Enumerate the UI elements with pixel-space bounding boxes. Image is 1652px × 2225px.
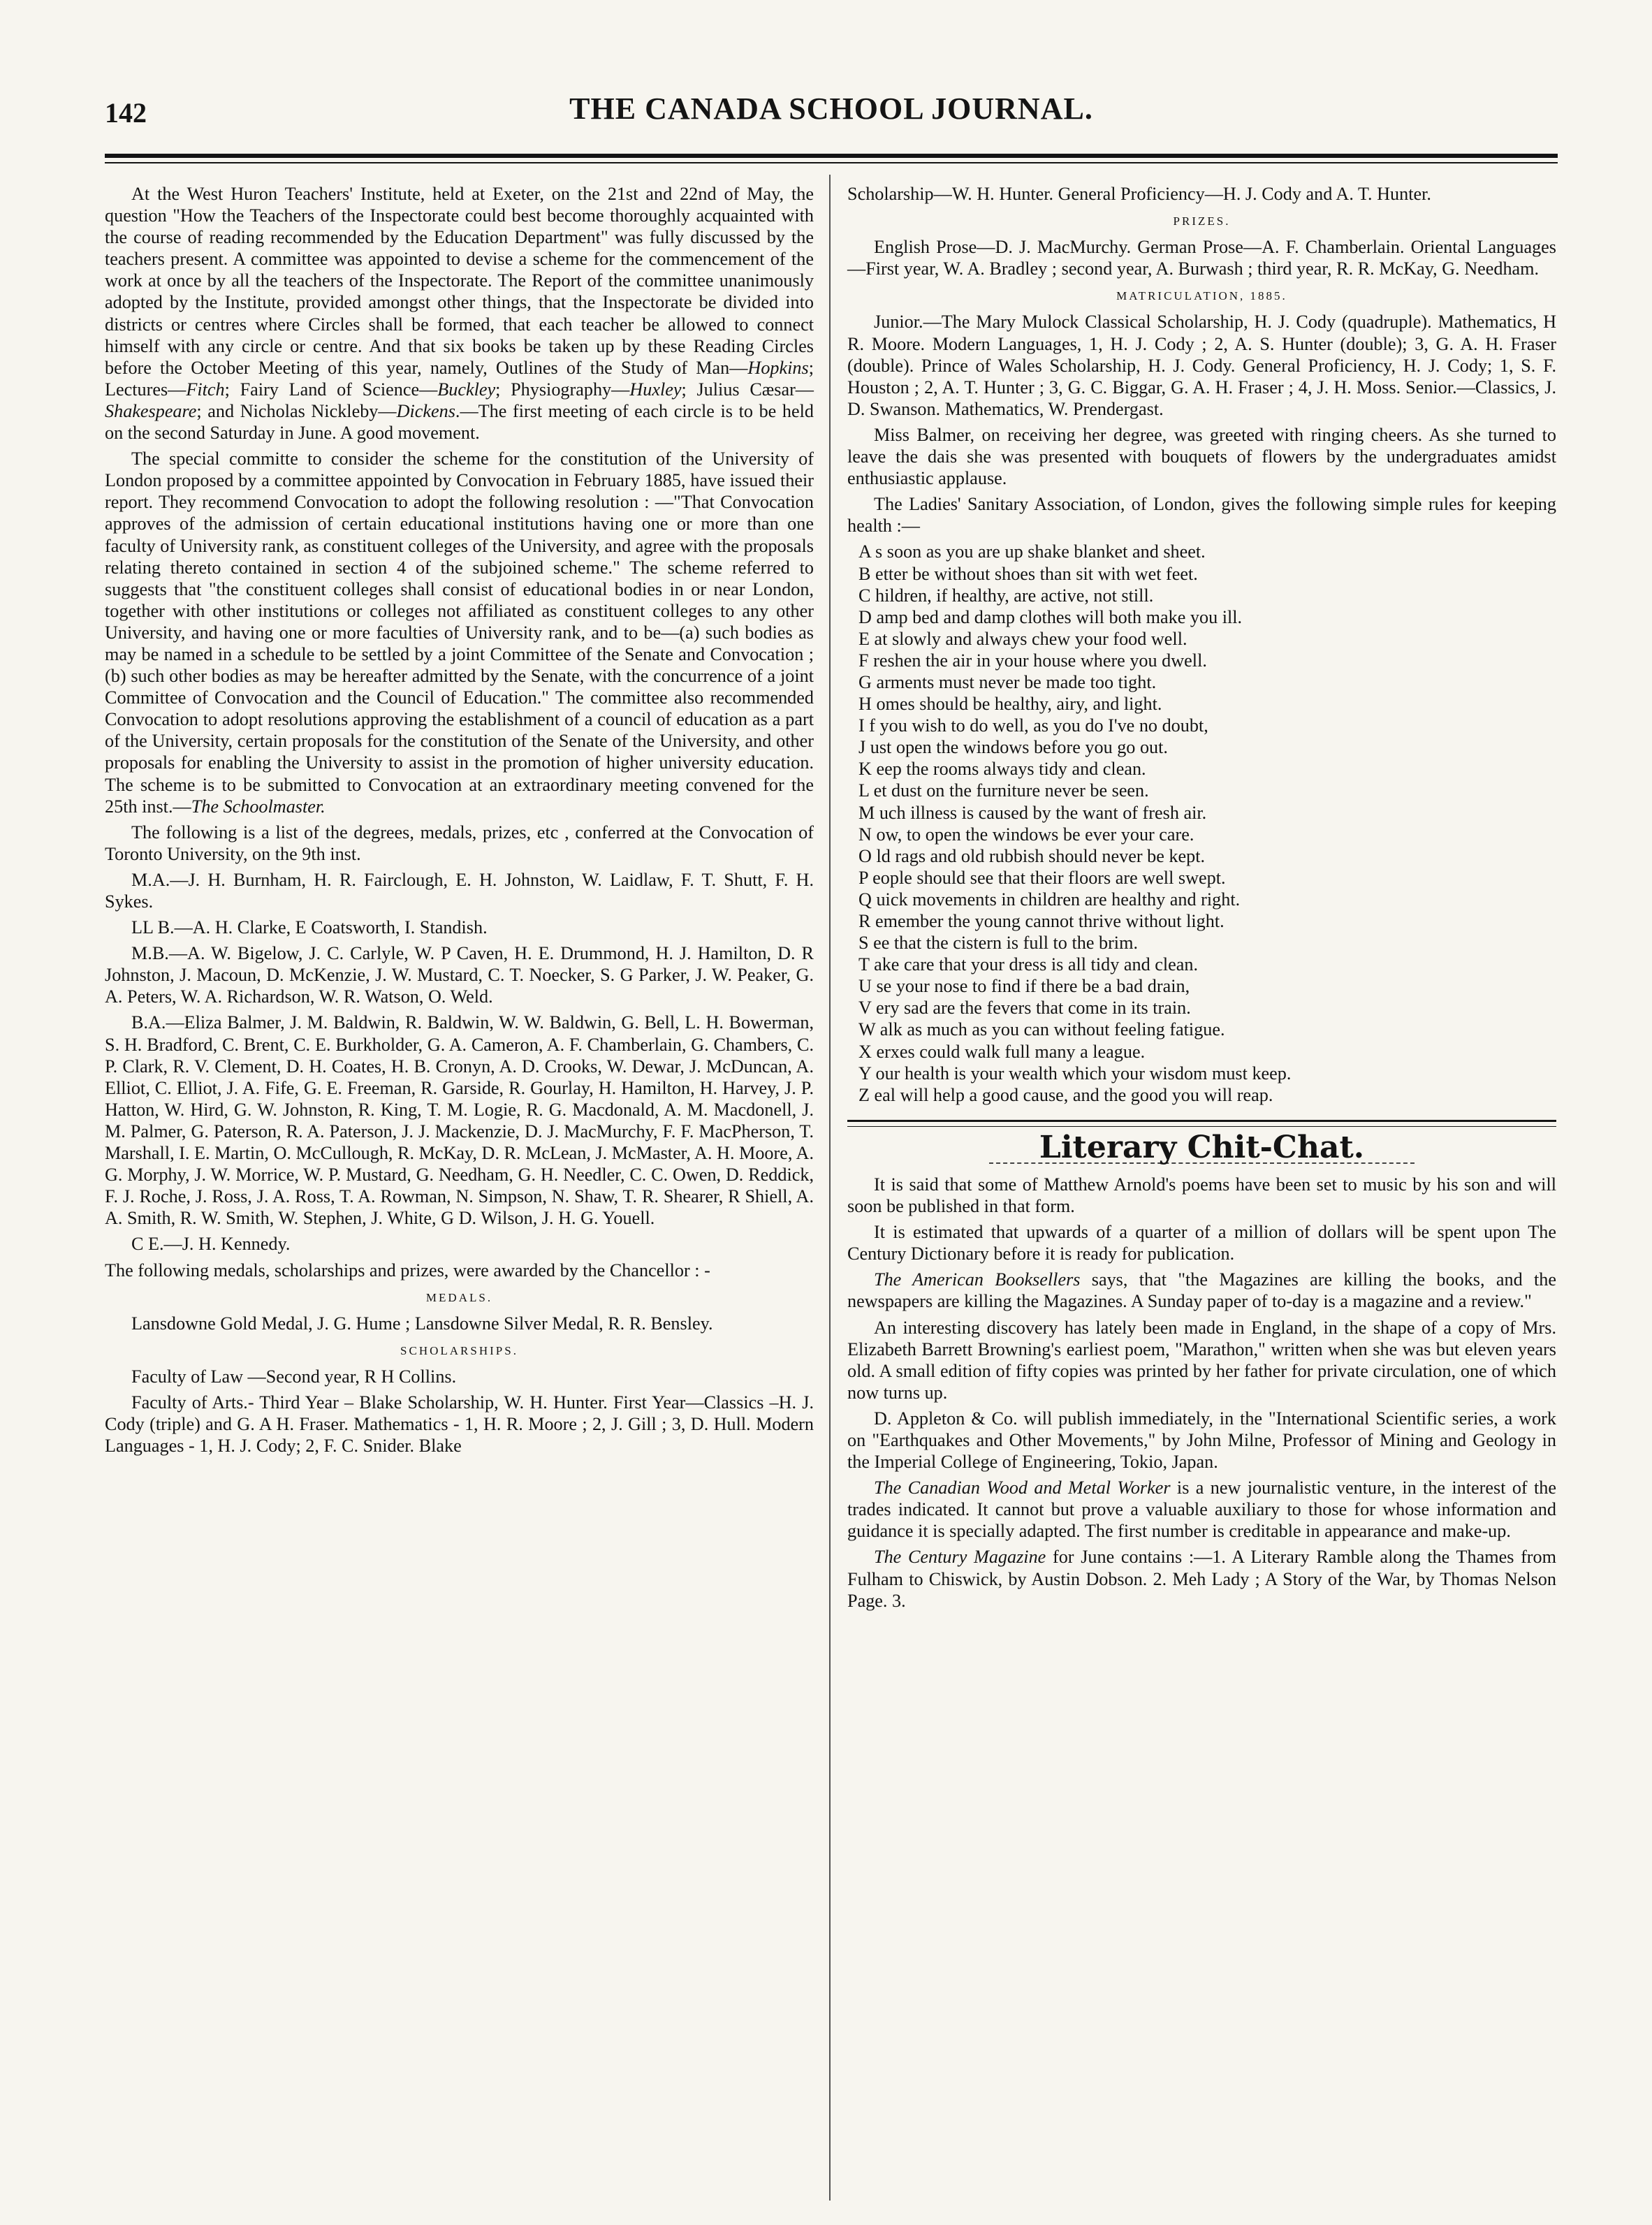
matriculation-heading: MATRICULATION, 1885. [1116, 289, 1287, 303]
scholarship-continued: Scholarship—W. H. Hunter. General Proficiency—H. J. Cody and A. T. Hunter. [847, 184, 1431, 204]
degrees-intro-paragraph: The following is a list of the degrees, medals, prizes, etc , conferred at the Convocation of Toronto University, on the 9th inst. [105, 822, 814, 864]
header-rule-thin [105, 162, 1558, 163]
health-rule: Z eal will help a good cause, and the good you will reap. [858, 1084, 1273, 1105]
awards-intro: The following medals, scholarships and prizes, were awarded by the Chancellor : - [105, 1260, 710, 1281]
law-scholarship: Faculty of Law —Second year, R H Collins. [131, 1366, 457, 1387]
running-title: THE CANADA SCHOOL JOURNAL. [569, 92, 1093, 126]
prizes-list: English Prose—D. J. MacMurchy. German Prose—A. F. Chamberlain. Oriental Languages—First year, W. A. Bradley ; second year, A. Burwash ; third year, R. R. McKay, G. Needham. [847, 237, 1556, 279]
sanitary-intro: The Ladies' Sanitary Association, of London, gives the following simple rules for keeping health :— [847, 494, 1556, 537]
health-rule: F reshen the air in your house where you dwell. [858, 650, 1207, 671]
health-rule: P eople should see that their floors are well swept. [858, 867, 1226, 888]
health-rule: A s soon as you are up shake blanket and sheet. [858, 541, 1206, 562]
health-rule: C hildren, if healthy, are active, not still. [858, 585, 1154, 606]
health-rule: K eep the rooms always tidy and clean. [858, 759, 1146, 780]
health-rule: R emember the young cannot thrive without light. [858, 911, 1225, 931]
page-number: 142 [105, 97, 147, 129]
prizes-heading: PRIZES. [1173, 214, 1231, 228]
health-rule: X erxes could walk full many a league. [858, 1041, 1146, 1062]
health-rule: O ld rags and old rubbish should never be kept. [858, 845, 1206, 866]
ce-list: C E.—J. H. Kennedy. [131, 1234, 291, 1255]
health-rule: V ery sad are the fevers that come in its train. [858, 998, 1191, 1019]
health-rule: E at slowly and always chew your food well. [858, 628, 1187, 649]
london-university-paragraph: The special committe to consider the scheme for the constitution of the University of London proposed by a committee appointed by Convocation in February 1885, have issued their report. They recommend Convocation to adopt the following resolution : —"That Convocation approves of the admission of certain educational institutions having one or more than one faculty of University rank, as constituent colleges of the University, and agree with the proposals relating thereto contained in section 4 of the subjoined scheme." The scheme referred to suggests that "the constituent colleges shall consist of educational bodies in or near London, together with other institutions or colleges not affiliated as constituent colleges to any other University, and having one or more faculties of University rank, and to be—(a) such bodies as may be named in a schedule to be settled by a joint Committee of the Senate and Convocation ; (b) such other bodies as may be hereafter admitted by the Senate, with the concurrence of a joint Committee of Convocation and the Council of Education." The committee also recommended Convocation to adopt resolutions approving the establishment of a council of education as a part of the University, certain proposals for the constitution of the Senate of the University, and other proposals for enabling the University to assist in the promotion of higher university education. The scheme is to be submitted to Convocation at an extraordinary meeting convened for the 25th inst.—The Schoolmaster. [105, 448, 814, 817]
institute-paragraph: At the West Huron Teachers' Institute, held at Exeter, on the 21st and 22nd of May, the question "How the Teachers of the Inspectorate could best become thoroughly acquainted with the course of reading recommended by the Education Department" was fully discussed by the teachers present. A committee was appointed to devise a scheme for the commencement of the work at once by all the teachers of the Inspectorate. The Report of the committee unanimously adopted by the Institute, provided amongst other things, that the Inspectorate be divided into districts or centres where Circles shall be formed, that each teacher be allowed to connect himself with any circle or centre. And that six books be taken up by these Reading Circles before the October Meeting of this year, namely, Outlines of the Study of Man—Hopkins; Lectures—Fitch; Fairy Land of Science—Buckley; Physiography—Huxley; Julius Cæsar—Shakespeare; and Nicholas Nickleby—Dickens.—The first meeting of each circle is to be held on the second Saturday in June. A good movement. [105, 184, 814, 444]
health-rule: G arments must never be made too tight. [858, 671, 1157, 692]
mb-list: M.B.—A. W. Bigelow, J. C. Carlyle, W. P Caven, H. E. Drummond, H. J. Hamilton, D. R Johnston, J. Macoun, D. McKenzie, J. W. Mustard, C. T. Noecker, S. G Parker, J. W. Peaker, G. A. Peters, W. A. Richardson, W. R. Watson, O. Weld. [105, 943, 814, 1007]
health-rules-list [847, 541, 1556, 1105]
arts-scholarships: Faculty of Arts.- Third Year – Blake Scholarship, W. H. Hunter. First Year—Classics –H. J. Cody (triple) and G. A H. Fraser. Mathematics - 1, H. R. Moore ; 2, J. Gill ; 3, D. Hull. Modern Languages - 1, H. J. Cody; 2, F. C. Snider. Blake [105, 1392, 814, 1457]
column-divider [829, 175, 831, 2201]
health-rule: H omes should be healthy, airy, and light. [858, 694, 1162, 715]
health-rule: D amp bed and damp clothes will both make you ill. [858, 606, 1243, 627]
chitchat-american-booksellers: The American Booksellers says, that "the Magazines are killing the books, and the newspapers are killing the Magazines. A Sunday paper of to-day is a magazine and a review." [847, 1269, 1556, 1312]
right-column [847, 183, 1556, 1616]
section-title: Literary Chit-Chat. [1039, 1129, 1365, 1165]
llb-list: LL B.—A. H. Clarke, E Coatsworth, I. Standish. [131, 917, 488, 938]
page-header [105, 91, 1558, 140]
health-rule: T ake care that your dress is all tidy and clean. [858, 954, 1198, 975]
chitchat-arnold: It is said that some of Matthew Arnold's poems have been set to music by his son and will soon be published in that form. [847, 1174, 1556, 1217]
matriculation-list: Junior.—The Mary Mulock Classical Scholarship, H. J. Cody (quadruple). Mathematics, H R. Moore. Modern Languages, 1, H. J. Cody ; 2, A. S. Hunter (double); 3, G. A. H. Fraser (double). Prince of Wales Scholarship, H. J. Cody. General Proficiency, H. J. Cody; 1, S. F. Houston ; 2, A. T. Hunter ; 3, G. C. Biggar, G. A. H. Fraser ; 4, J. H. Moss. Senior.—Classics, J. D. Swanson. Mathematics, W. Prendergast. [847, 312, 1556, 419]
ma-list: M.A.—J. H. Burnham, H. R. Fairclough, E. H. Johnston, W. Laidlaw, F. T. Shutt, F. H. Sykes. [105, 869, 814, 912]
chitchat-century-dictionary: It is estimated that upwards of a quarter of a million of dollars will be spent upon The Century Dictionary before it is ready for publication. [847, 1222, 1556, 1264]
health-rule: W alk as much as you can without feeling fatigue. [858, 1019, 1225, 1040]
ba-list: B.A.—Eliza Balmer, J. M. Baldwin, R. Baldwin, W. W. Baldwin, G. Bell, L. H. Bowerman, S. H. Bradford, C. Brent, C. E. Burkholder, G. A. Cameron, A. F. Chamberlain, G. Chambers, C. P. Clark, R. V. Clement, D. H. Coates, H. B. Cronyn, A. D. Crooks, W. Dewar, J. McDuncan, A. Elliot, C. Elliot, J. A. Fife, G. E. Freeman, R. Garside, R. Gourlay, H. Hamilton, H. Harvey, J. P. Hatton, W. Hird, G. W. Johnston, R. King, T. M. Logie, R. G. Macdonald, A. M. Macdonell, J. M. Palmer, G. Paterson, R. A. Paterson, J. J. Mackenzie, D. J. MacMurchy, F. F. MacPherson, T. Marshall, I. E. Martin, O. McCullough, R. McKay, D. R. McLean, J. McMaster, A. H. Moore, A. G. Morphy, J. W. Morrice, W. P. Mustard, G. Needham, G. H. Needler, C. C. Owen, D. Reddick, F. J. Roche, J. Ross, J. A. Ross, T. A. Rowman, N. Simpson, N. Shaw, T. R. Shearer, R Shiell, A. A. Smith, R. W. Smith, W. Stephen, J. White, G D. Wilson, J. H. G. Youell. [105, 1012, 814, 1229]
chitchat-browning: An interesting discovery has lately been made in England, in the shape of a copy of Mrs. Elizabeth Barrett Browning's earliest poem, "Marathon," written when she was but eleven years old. A small edition of fifty copies was printed by her father for private circulation, one of which now turns up. [847, 1317, 1556, 1403]
chitchat-appleton: D. Appleton & Co. will publish immediately, in the "International Scientific series, a work on "Earthquakes and Other Movements," by John Milne, Professor of Mining and Geology in the Imperial College of Engineering, Tokio, Japan. [847, 1408, 1556, 1473]
left-column [105, 183, 814, 1461]
medals-list: Lansdowne Gold Medal, J. G. Hume ; Lansdowne Silver Medal, R. R. Bensley. [131, 1313, 713, 1334]
health-rule: U se your nose to find if there be a bad drain, [858, 976, 1190, 997]
health-rule: I f you wish to do well, as you do I've no doubt, [858, 715, 1208, 736]
health-rule: Y our health is your wealth which your wisdom must keep. [858, 1063, 1292, 1084]
health-rule: S ee that the cistern is full to the brim. [858, 933, 1138, 954]
health-rule: L et dust on the furniture never be seen. [858, 780, 1149, 801]
section-rule-top [847, 1120, 1556, 1122]
health-rule: B etter be without shoes than sit with wet feet. [858, 563, 1198, 584]
health-rule: N ow, to open the windows be ever your care. [858, 824, 1194, 845]
balmer-paragraph: Miss Balmer, on receiving her degree, was greeted with ringing cheers. As she turned to leave the dais she was presented with bouquets of flowers by the undergraduates amidst enthusiastic applause. [847, 424, 1556, 489]
health-rule: Q uick movements in children are healthy and right. [858, 889, 1241, 910]
section-rule-thin [847, 1126, 1556, 1127]
chitchat-wood-metal-worker: The Canadian Wood and Metal Worker is a new journalistic venture, in the interest of the trades indicated. It cannot but prove a valuable auxiliary to those for whose information and guidance it is specially adapted. The first number is creditable in appearance and make-up. [847, 1478, 1556, 1542]
scholarships-heading: SCHOLARSHIPS. [400, 1343, 518, 1357]
health-rule: J ust open the windows before you go out. [858, 737, 1168, 758]
header-rule-thick [105, 154, 1558, 158]
health-rule: M uch illness is caused by the want of fresh air. [858, 802, 1207, 823]
medals-heading: MEDALS. [425, 1290, 493, 1304]
chitchat-century-magazine: The Century Magazine for June contains :—1. A Literary Ramble along the Thames from Fulham to Chiswick, by Austin Dobson. 2. Meh Lady ; A Story of the War, by Thomas Nelson Page. 3. [847, 1547, 1556, 1611]
